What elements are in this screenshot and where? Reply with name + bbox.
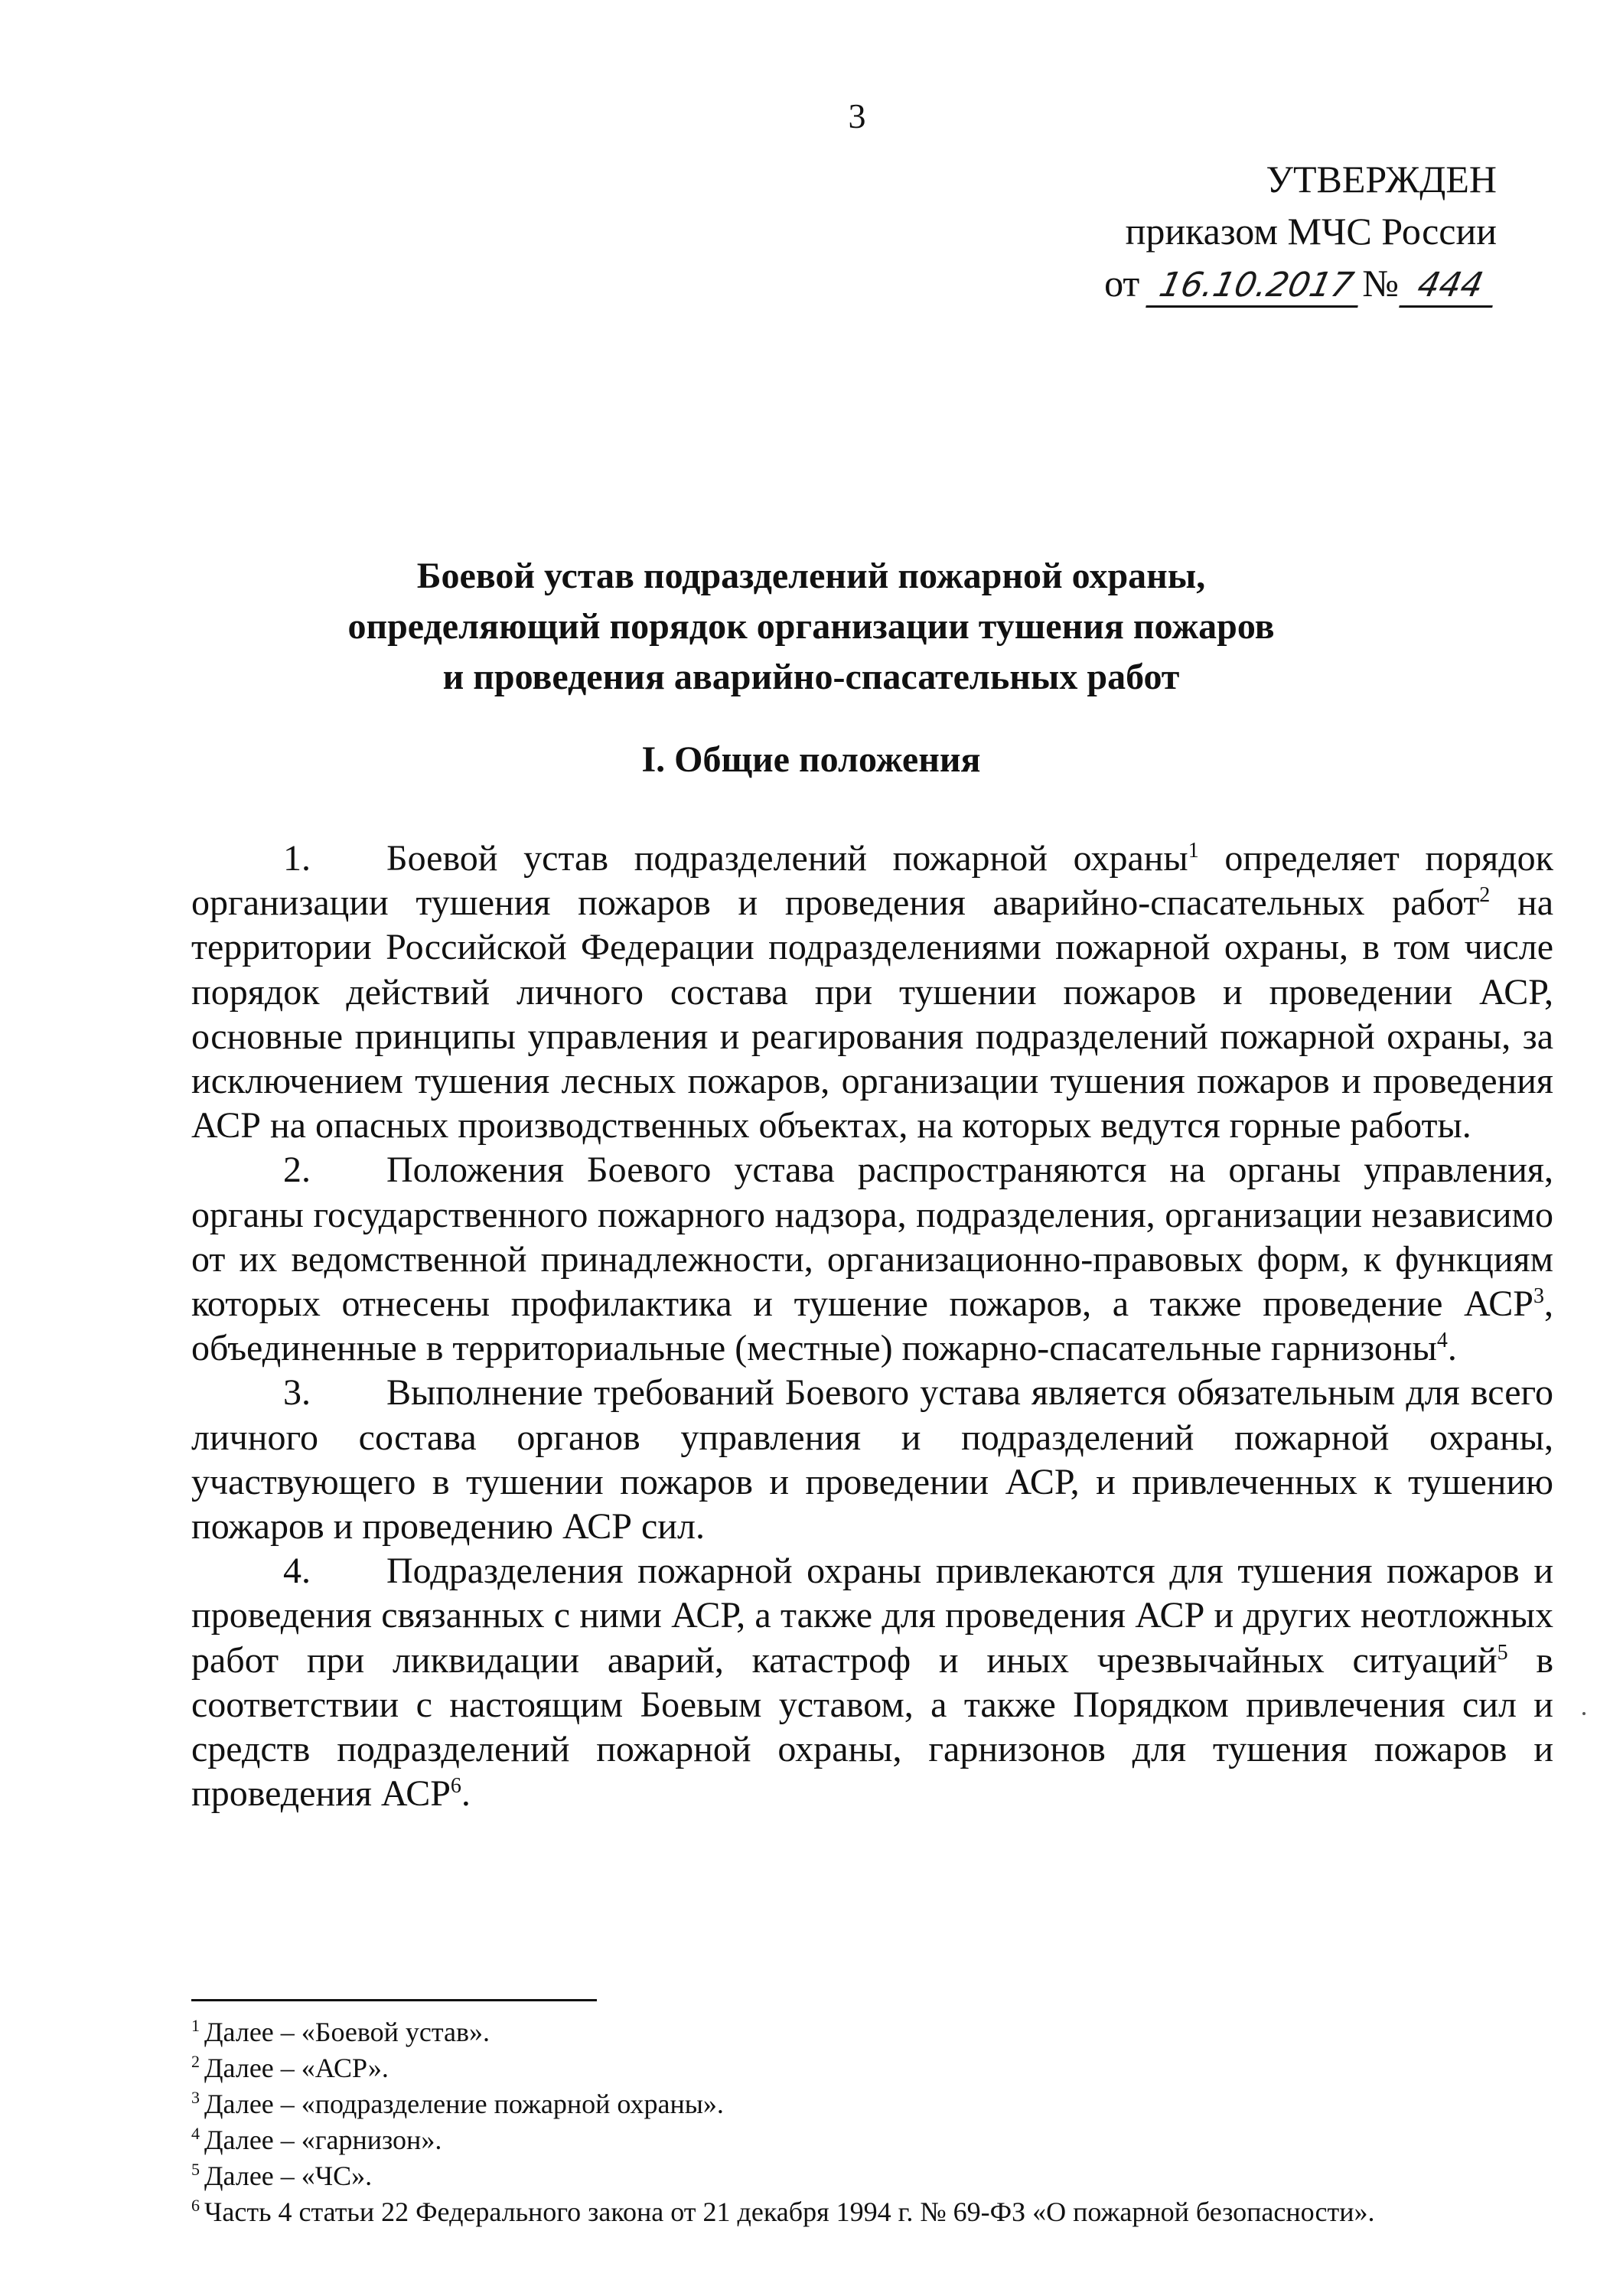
title-line-3: и проведения аварийно-спасательных работ (442, 657, 1180, 697)
footnote-text: Далее – «ЧС». (204, 2161, 373, 2191)
paragraph-text: определяет порядок организации тушения пожаров и проведения аварийно-спасательных работ (191, 838, 1553, 924)
footnote-mark: 2 (191, 2052, 200, 2071)
approval-stamp (1038, 153, 1497, 309)
paragraph-number: 1. (283, 838, 311, 879)
footnote-mark: 4 (191, 2124, 200, 2143)
approval-from-label: от (1104, 262, 1140, 305)
paragraph-text: Боевой устав подразделений пожарной охраны (386, 838, 1188, 879)
handwritten-order-number: 444 (1399, 266, 1501, 308)
footnote-ref: 3 (1533, 1284, 1544, 1309)
footnote-text: Далее – «АСР». (204, 2053, 389, 2083)
document-title (191, 551, 1431, 703)
footnotes (191, 2014, 1553, 2230)
footnote-ref: 6 (450, 1774, 461, 1799)
paragraph-text: в соответствии с настоящим Боевым уставом, а также Порядком привлечения сил и средств подразделений пожарной охраны, гарнизонов для тушения пожаров и проведения АСР (191, 1639, 1553, 1815)
footnote-ref: 5 (1497, 1640, 1508, 1665)
paragraph-number: 4. (283, 1551, 311, 1592)
footnote-mark: 5 (191, 2160, 200, 2179)
approval-title: УТВЕРЖДЕН (1266, 158, 1497, 201)
paragraph-text: Выполнение требований Боевого устава является обязательным для всего личного состава органов управления и подразделений пожарной охраны, участвующего в тушении пожаров и проведении АСР, и привлеченных к тушению пожаров и проведению АСР сил. (191, 1372, 1553, 1548)
footnote-item (191, 2122, 1553, 2158)
footnote-mark: 3 (191, 2088, 200, 2107)
footnote-text: Далее – «Боевой устав». (204, 2017, 490, 2047)
paragraph-text: Подразделения пожарной охраны привлекаются для тушения пожаров и проведения связанных с ними АСР, а также для проведения АСР и других неотложных работ при ликвидации аварий, катастроф и иных чрезвычайных ситуаций (191, 1551, 1553, 1681)
footnote-mark: 6 (191, 2196, 200, 2215)
handwritten-date: 16.10.2017 (1146, 266, 1367, 308)
footnote-ref: 4 (1436, 1329, 1448, 1353)
footnote-item (191, 2158, 1553, 2194)
approval-order-authority: приказом МЧС России (1125, 210, 1497, 253)
footnote-item (191, 2050, 1553, 2086)
footnote-ref: 2 (1479, 883, 1491, 908)
paragraph-text: Положения Боевого устава распространяются на органы управления, органы государственного пожарного надзора, подразделения, организации независимо от их ведомственной принадлежности, организационно-правовых форм, к функциям которых отнесены профилактика и тушение пожаров, а также проведение АСР (191, 1150, 1553, 1325)
title-line-2: определяющий порядок организации тушения пожаров (347, 606, 1275, 647)
page-number: 3 (848, 96, 866, 135)
section-heading: I. Общие положения (641, 739, 981, 780)
footnote-item (191, 2014, 1553, 2050)
footnote-text: Далее – «гарнизон». (204, 2125, 442, 2155)
scan-speck (1582, 1712, 1586, 1715)
footnote-divider (191, 1999, 597, 2001)
footnote-item (191, 2194, 1553, 2230)
paragraph-text: , объединенные в территориальные (местные) пожарно-спасательные гарнизоны (191, 1283, 1553, 1369)
paragraph-number: 3. (283, 1372, 311, 1414)
paragraph-number: 2. (283, 1150, 311, 1191)
footnote-item (191, 2086, 1553, 2122)
paragraph-text: . (461, 1773, 471, 1815)
paragraph-1 (191, 837, 1553, 1148)
paragraph-2 (191, 1148, 1553, 1371)
approval-number-label: № (1362, 262, 1399, 305)
title-line-1: Боевой устав подразделений пожарной охраны, (416, 556, 1206, 596)
approval-date-line (1038, 257, 1497, 309)
paragraph-text: на территории Российской Федерации подразделениями пожарной охраны, в том числе порядок действий личного состава при тушении пожаров и проведении АСР, основные принципы управления и реагирования подразделений пожарной охраны, за исключением тушения лесных пожаров, организации тушения пожаров и проведения АСР на опасных производственных объектах, на которых ведутся горные работы. (191, 882, 1553, 1146)
document-body (191, 837, 1553, 1816)
footnote-mark: 1 (191, 2016, 200, 2035)
footnote-text: Далее – «подразделение пожарной охраны». (204, 2089, 724, 2119)
paragraph-3 (191, 1371, 1553, 1549)
paragraph-4 (191, 1549, 1553, 1816)
footnote-text: Часть 4 статьи 22 Федерального закона от 21 декабря 1994 г. № 69-ФЗ «О пожарной безопасности». (204, 2197, 1375, 2227)
paragraph-text: . (1447, 1328, 1457, 1369)
footnote-ref: 1 (1188, 839, 1199, 863)
